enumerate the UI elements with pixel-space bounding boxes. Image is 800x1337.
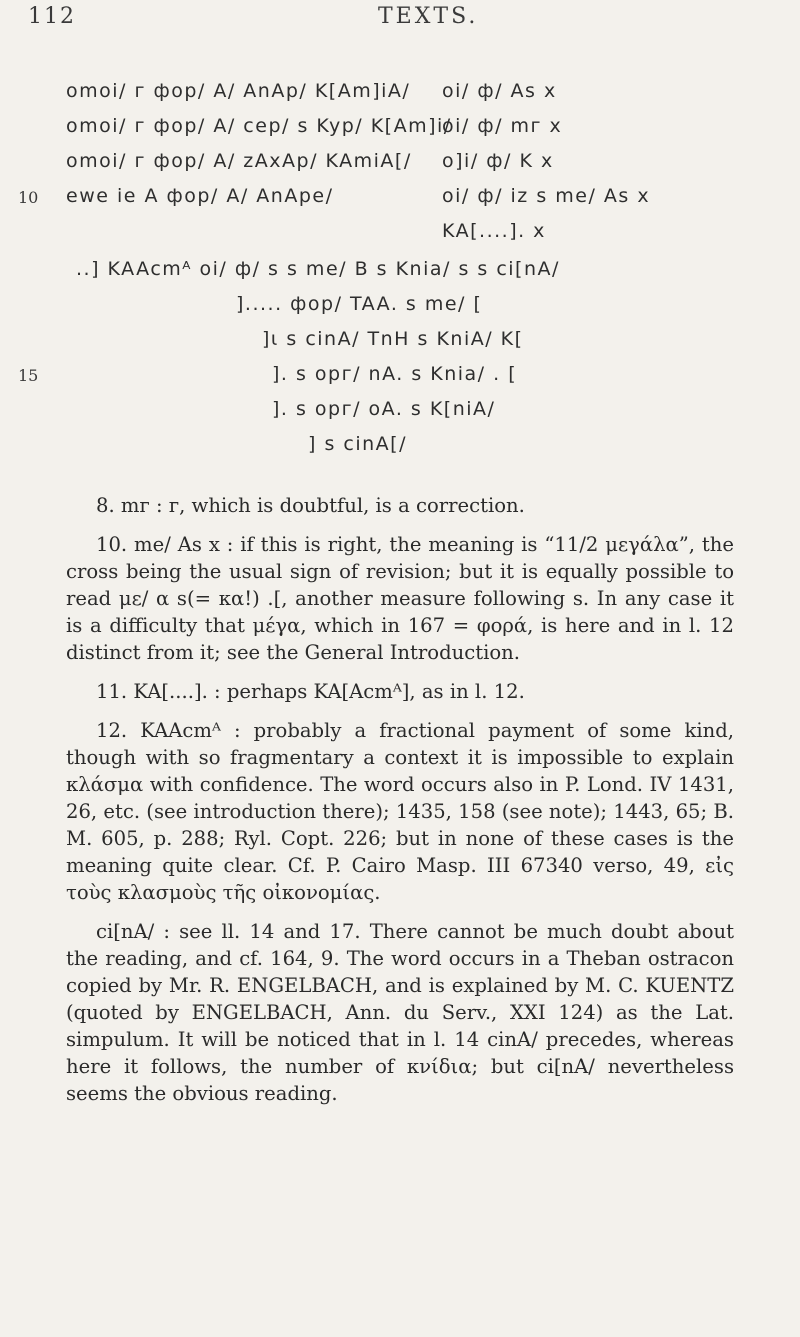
commentary-note: 8. mг : г, which is doubtful, is a correction. <box>96 494 525 517</box>
commentary-note: 12. KAAcmᴬ : probably a fractional payment of some kind, though with so fragmentary a context it is impossible to explain κλάσμα with confidence. The word occurs also in P. Lond. IV 1431, 26, etc. (see introduction there); 1435, 158 (see note); 1443, 65; B. M. 605, p. 288; Ryl. Copt. 226; but in none of these cases is the meaning quite clear. Cf. P. Cairo Masp. III 67340 verso, 49, εἰς τοὺς κλασμοὺς τῆς οἰκονομίας. <box>66 719 734 904</box>
line-number: 10 <box>18 188 39 207</box>
transcription-line <box>236 293 756 327</box>
transcription-col-b: o]i/ ф/ K x <box>442 150 554 172</box>
transcription-col-a: ewe ie A фор/ A/ AnApe/ <box>66 185 334 207</box>
transcription-col-a: ] s cinA[/ <box>308 433 407 455</box>
transcription-line <box>272 363 752 397</box>
transcription-line <box>308 433 748 467</box>
transcription-line <box>66 80 766 114</box>
transcription-col-a: omoi/ г фор/ A/ cep/ s Kyp/ K[Am]i/ <box>66 115 452 137</box>
line-number: 15 <box>18 366 39 385</box>
transcription-col-a: ]ι s cinA/ TnH s KniA/ K[ <box>262 328 524 350</box>
transcription-col-a: ]. s орг/ nA. s Knia/ . [ <box>272 363 518 385</box>
transcription-line <box>66 220 766 254</box>
transcription-col-a: ]. s орг/ oA. s K[niA/ <box>272 398 496 420</box>
transcription-col-b: KA[....]. x <box>442 220 546 242</box>
running-header <box>28 2 772 36</box>
running-title: TEXTS. <box>378 4 479 29</box>
transcription-col-b: oi/ ф/ As x <box>442 80 557 102</box>
transcription-col-b: oi/ ф/ mг x <box>442 115 563 137</box>
commentary-note: ci[nA/ : see ll. 14 and 17. There cannot be much doubt about the reading, and cf. 164, 9. The word occurs in a Theban ostracon copied by Mr. R. ENGELBACH, and is explained by M. C. KUENTZ (quoted by ENGELBACH, Ann. du Serv., XXI 124) as the Lat. simpulum. It will be noticed that in l. 14 cinA/ precedes, whereas here it follows, the number of κνίδια; but ci[nA/ nevertheless seems the obvious reading. <box>66 920 734 1105</box>
page-number: 112 <box>28 4 76 29</box>
transcription-line <box>66 185 766 219</box>
transcription-col-a: omoi/ г фор/ A/ AnAp/ K[Am]iA/ <box>66 80 411 102</box>
transcription-line <box>262 328 762 362</box>
commentary <box>66 492 734 1119</box>
transcription-line <box>272 398 752 432</box>
commentary-note: 11. KA[....]. : perhaps KA[Acmᴬ], as in l. 12. <box>96 680 525 703</box>
commentary-note: 10. me/ As x : if this is right, the meaning is “11/2 μεγάλα”, the cross being the usual sign of revision; but it is equally possible to read με/ α s(= κα!) .[, another measure following s. In any case it is a difficulty that μέγα, which in 167 = φορά, is here and in l. 12 distinct from it; see the General Introduction. <box>66 533 734 664</box>
transcription-col-a: omoi/ г фор/ A/ zAxAp/ KAmiA[/ <box>66 150 412 172</box>
transcription-col-a: ]..... фор/ TAA. s me/ [ <box>236 293 483 315</box>
transcription-col-a: ..] KAAcmᴬ oi/ ф/ s s me/ B s Knia/ s s ci[nA/ <box>76 258 560 280</box>
transcription-line <box>66 150 766 184</box>
transcription-line <box>66 115 766 149</box>
transcription-line <box>76 258 766 292</box>
transcription-col-b: oi/ ф/ iz s me/ As x <box>442 185 651 207</box>
